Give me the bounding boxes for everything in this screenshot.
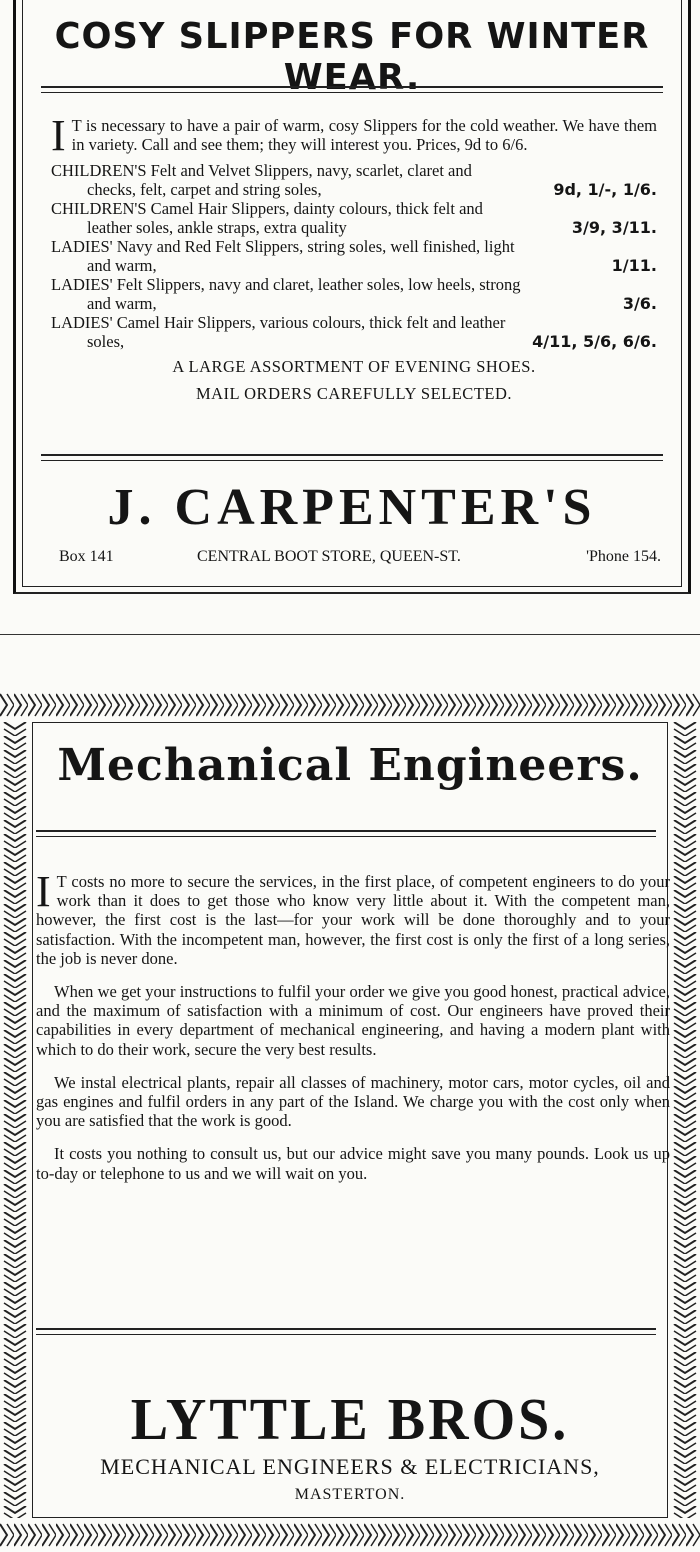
- phone-number: 'Phone 154.: [586, 548, 661, 565]
- rule-divider: [36, 830, 656, 837]
- paragraph-1-text: T costs no more to secure the services, in the first place, of competent engineers to do your work than it does to get those who know very little about it. With the competent man, however, the first cost is the last—for your work will be done thoroughly and to your satisfaction. With the incompetent man, however, the first cost is only the first of a long series, the job is never done.: [36, 872, 670, 968]
- rule-divider: [36, 1328, 656, 1335]
- item-price: 3/9, 3/11.: [571, 218, 657, 237]
- rule-divider: [41, 86, 663, 93]
- engineers-headline: Mechanical Engineers.: [57, 740, 643, 791]
- item-description: CHILDREN'S Felt and Velvet Slippers, navy, scarlet, claret and: [51, 161, 472, 180]
- zigzag-border-top: [0, 688, 700, 722]
- slippers-intro: [51, 111, 657, 160]
- item-detail: soles,: [87, 332, 125, 351]
- item-detail: leather soles, ankle straps, extra quality: [87, 218, 347, 237]
- slippers-ad-body: [51, 111, 657, 403]
- item-price: 1/11.: [611, 256, 657, 275]
- price-list-item: [51, 275, 657, 313]
- paragraph-3: We instal electrical plants, repair all classes of machinery, motor cars, motor cycles, oil and gas engines and fulfil orders in any part of the Island. We charge you with the cost only when you are satisfied that the work is good.: [36, 1072, 670, 1131]
- store-address: CENTRAL BOOT STORE, QUEEN-ST.: [197, 548, 461, 565]
- item-continuation: [51, 218, 657, 237]
- slippers-headline: COSY SLIPPERS FOR WINTER WEAR.: [54, 16, 650, 98]
- item-detail: checks, felt, carpet and string soles,: [87, 180, 322, 199]
- slippers-ad-frame: [22, 0, 682, 587]
- rule-divider: [41, 454, 663, 461]
- item-continuation: [51, 180, 657, 199]
- dropcap: I: [36, 867, 51, 916]
- intro-text: T is necessary to have a pair of warm, cosy Slippers for the cold weather. We have them in variety. Call and see them; they will interest you. Prices, 9d to 6/6.: [71, 116, 657, 154]
- item-description: LADIES' Navy and Red Felt Slippers, string soles, well finished, light: [51, 237, 515, 256]
- box-number: Box 141: [59, 548, 114, 565]
- item-description: LADIES' Camel Hair Slippers, various colours, thick felt and leather: [51, 313, 506, 332]
- price-list-item: [51, 161, 657, 199]
- zigzag-border-bottom: [0, 1518, 700, 1552]
- paragraph-1: [36, 867, 670, 968]
- item-continuation: [51, 256, 657, 275]
- item-detail: and warm,: [87, 294, 157, 313]
- assortment-line: A LARGE ASSORTMENT OF EVENING SHOES.: [172, 357, 536, 376]
- price-list-item: [51, 313, 657, 351]
- paragraph-2: When we get your instructions to fulfil your order we give you good honest, practical advice, and the maximum of satisfaction with a minimum of cost. Our engineers have proved their capabilities in every department of mechanical engineering, and having a modern plant with which to do their work, secure the very best results.: [36, 982, 670, 1059]
- lyttle-bros-brand: LYTTLE BROS.: [130, 1387, 570, 1453]
- paragraph-4: It costs you nothing to consult us, but our advice might save you many pounds. Look us up to-day or telephone to us and we will wait on you.: [36, 1144, 670, 1183]
- item-price: 3/6.: [622, 294, 657, 313]
- dropcap: I: [51, 111, 66, 160]
- item-price: 9d, 1/-, 1/6.: [553, 180, 657, 199]
- price-list-item: [51, 237, 657, 275]
- item-detail: and warm,: [87, 256, 157, 275]
- column-separator: [0, 634, 700, 635]
- engineers-location: MASTERTON.: [294, 1486, 406, 1503]
- slippers-advertisement: [13, 0, 691, 594]
- engineers-ad-body: [36, 867, 670, 1197]
- engineers-advertisement: [0, 688, 700, 1552]
- item-continuation: [51, 294, 657, 313]
- item-description: CHILDREN'S Camel Hair Slippers, dainty colours, thick felt and: [51, 199, 483, 218]
- price-list-item: [51, 199, 657, 237]
- item-price: 4/11, 5/6, 6/6.: [532, 332, 657, 351]
- mail-orders-line: MAIL ORDERS CAREFULLY SELECTED.: [195, 384, 513, 403]
- engineers-subline: MECHANICAL ENGINEERS & ELECTRICIANS,: [100, 1454, 600, 1479]
- item-description: LADIES' Felt Slippers, navy and claret, leather soles, low heels, strong: [51, 275, 521, 294]
- item-continuation: [51, 332, 657, 351]
- carpenter-brand: J. CARPENTER'S: [107, 479, 597, 536]
